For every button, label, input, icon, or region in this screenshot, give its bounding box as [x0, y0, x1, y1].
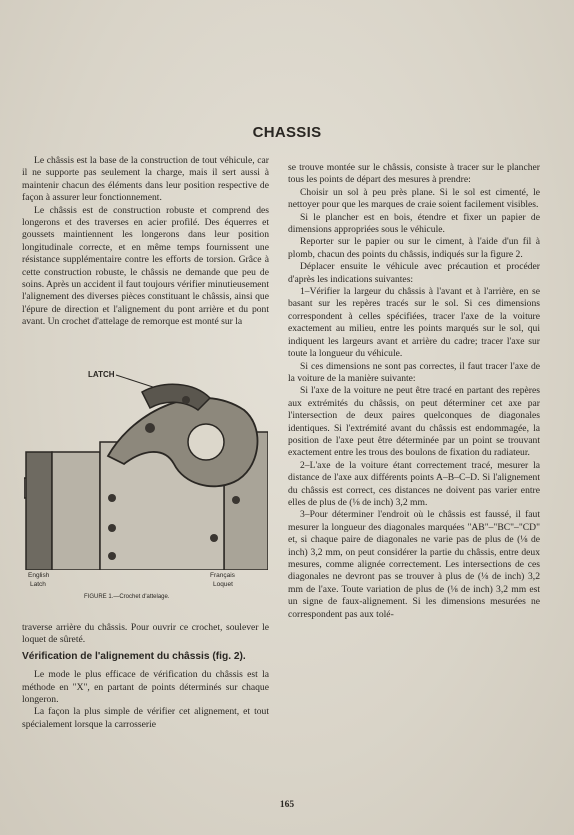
caption-latch: Latch	[30, 581, 46, 588]
right-column	[288, 162, 540, 621]
paragraph: Si ces dimensions ne sont pas correctes, il faut tracer l'axe de la voiture de la manière suivante:	[288, 360, 540, 384]
paragraph: La façon la plus simple de vérifier cet alignement, et tout spécialement lorsque la carrosserie	[22, 706, 269, 730]
paragraph: 2–L'axe de la voiture étant correctement tracé, mesurer la distance de l'axe aux différents points A–B–C–D. Si l'alignement du châssis est correct, ces distances ne doivent pas varier entre elles de plus de (⅛ de inch) 3,2 mm.	[288, 459, 540, 508]
section-heading: Vérification de l'alignement du châssis (fig. 2).	[22, 650, 246, 662]
trailer-hook-illustration	[24, 370, 268, 570]
caption-loquet: Loquet	[213, 581, 233, 588]
caption-francais: Français	[210, 572, 235, 579]
paragraph: Le châssis est la base de la construction de tout véhicule, car il ne supporte pas seulement la charge, mais il sert aussi à maintenir chacun des éléments dans leur position respective de façon à assurer leur fonctionnement.	[22, 155, 269, 204]
paragraph: Déplacer ensuite le véhicule avec précaution et procéder d'après les indications suivantes:	[288, 261, 540, 285]
paragraph: 3–Pour déterminer l'endroit où le châssis est faussé, il faut mesurer la longueur des diagonales marquées "AB"–"BC"–"CD" et, si chaque paire de diagonales ne varie pas de plus de (⅛ de inch) 3,2 mm, on peut considérer la partie du châssis, entre deux mesures, comme alignée correctement. Les intersections de ces diagonales ne devront pas se trouver à plus de (⅛ de inch) 3,2 mm de l'axe. Toute variation de plus de (⅛ de inch) 3,2 mm est un signe de faux-alignement. Si les dimensions mesurées ne correspondent pas aux tolé-	[288, 509, 540, 620]
paragraph: Choisir un sol à peu près plane. Si le sol est cimenté, le nettoyer pour que les marques de craie soient facilement visibles.	[288, 186, 540, 211]
paragraph: Si le plancher est en bois, étendre et fixer un papier de dimensions appropriées sous le véhicule.	[288, 211, 540, 236]
figure-latch-label: LATCH	[88, 370, 115, 379]
left-column-bottom	[22, 622, 269, 731]
paragraph: se trouve montée sur le châssis, consiste à tracer sur le plancher tous les points de départ des mesures à prendre:	[288, 162, 540, 186]
paragraph-continuation: traverse arrière du châssis. Pour ouvrir ce crochet, soulever le loquet de sûreté.	[22, 622, 269, 646]
paragraph: Reporter sur le papier ou sur le ciment, à l'aide d'un fil à plomb, chacun des points du châssis, indiqués sur la figure 2.	[288, 236, 540, 260]
caption-english: English	[28, 572, 50, 579]
left-column-top	[22, 155, 269, 329]
page-number: 165	[279, 800, 295, 810]
paragraph: Le mode le plus efficace de vérification du châssis est la méthode en "X", en partant de points déterminés sur chaque longeron.	[22, 669, 269, 706]
figure-crochet-attelage	[24, 370, 268, 610]
paragraph: Le châssis est de construction robuste et comprend des longerons et des traverses en acier profilé. Des équerres et goussets maintiennent les longerons dans leur position longitudinale correcte, et en même temps fournissent une résistance supplémentaire contre les efforts de torsion. Grâce à cette construction robuste, le châssis ne demande que peu de soins. Après un accident il faut toujours vérifier minutieusement l'alignement des diverses pièces constituant le châssis, ainsi que l'épure de direction et l'alignement du pont arrière et du pont avant. Un crochet d'attelage de remorque est monté sur la	[22, 204, 269, 328]
caption-figure-title: FIGURE 1.—Crochet d'attelage.	[84, 594, 170, 600]
paragraph: 1–Vérifier la largeur du châssis à l'avant et à l'arrière, en se basant sur les repères tracés sur le sol. Si ces dimensions correspondent à celles spécifiées, tracer l'axe de la voiture exactement au milieu, entre les points marqués sur le sol, qui indiquent les largeurs avant et arrière du cadre; tracer l'axe sur toute la longueur du véhicule.	[288, 286, 540, 360]
paragraph: Si l'axe de la voiture ne peut être tracé en partant des repères aux extrémités du châssis, on peut déterminer cet axe par l'intersection de deux paires quelconques de diagonales identiques. Si l'extrémité avant du châssis est endommagée, la position de l'axe peut être déterminée par un point se trouvant exactement entre les trous des boulons de fixation du radiateur.	[288, 385, 540, 459]
page-title: CHASSIS	[252, 124, 322, 141]
